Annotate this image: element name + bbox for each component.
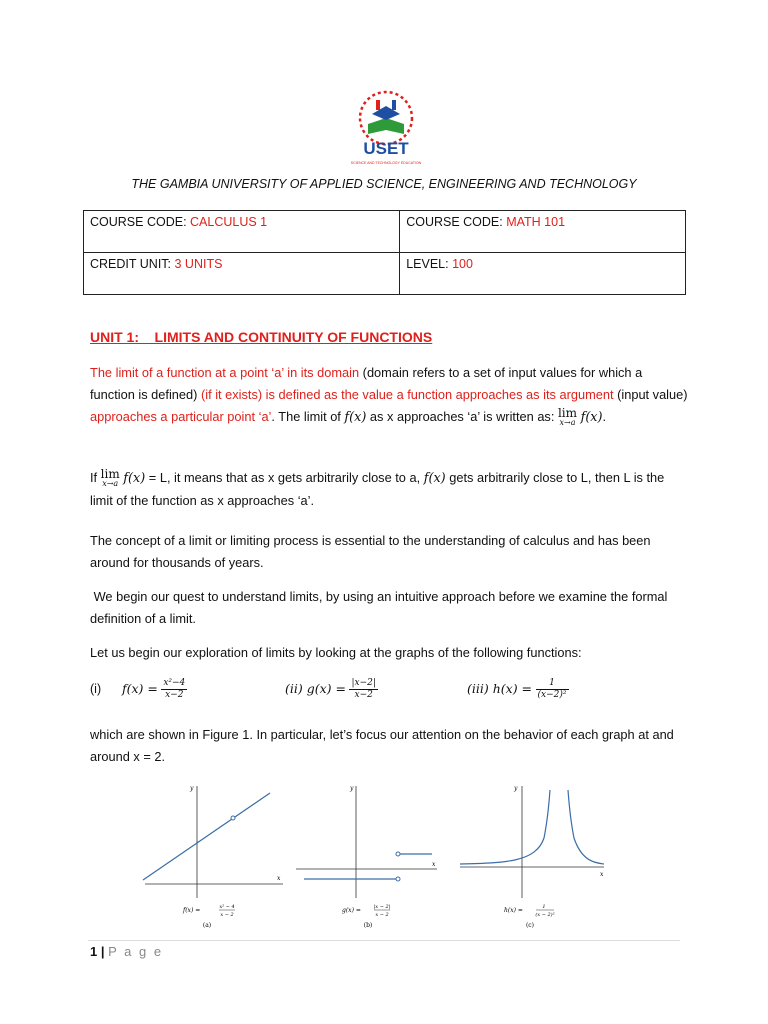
- svg-text:y: y: [514, 785, 518, 792]
- function-ii: (ii) g(x) = $\frac{|x-2|}{x-2}$: [285, 678, 376, 700]
- graph-a-hole: [231, 816, 235, 820]
- footer-divider: [88, 940, 680, 941]
- function-i: (i) f(x) = $\frac{\text{x²−4}}{x-2}$: [90, 678, 186, 700]
- graph-c: [456, 778, 608, 930]
- figure-reference-paragraph: which are shown in Figure 1. In particular, let’s focus our attention on the behavior of each graph at and around x = 2.: [90, 727, 674, 764]
- svg-text:x: x: [600, 871, 604, 878]
- svg-text:x − 2: x − 2: [220, 912, 234, 918]
- svg-text:x − 2: x − 2: [375, 912, 389, 918]
- credit-unit-cell: CREDIT UNIT: 3 UNITS: [84, 253, 400, 295]
- svg-text:x² − 4: x² − 4: [219, 904, 235, 910]
- graph-a: [135, 778, 285, 930]
- graph-b: [292, 778, 442, 930]
- course-code-cell: COURSE CODE: CALCULUS 1: [84, 211, 400, 253]
- exploration-paragraph: Let us begin our exploration of limits by looking at the graphs of the following functions:: [90, 645, 582, 660]
- graph-c-left-branch: [460, 790, 550, 864]
- page-footer: 1 | P a g e: [90, 944, 164, 959]
- uset-logo: [350, 88, 422, 170]
- svg-text:|x − 2|: |x − 2|: [373, 904, 391, 910]
- course-info-table: [83, 210, 686, 295]
- limit-definition-paragraph: The limit of a function at a point ‘a’ in its domain (domain refers to a set of input values for which a function is defined) (if it exists) is defined as the value a function approaches as its argument (input value) approaches a particular point ‘a’. The limit of f(x) as x approaches ‘a’ is written as: lim x→a f(x).: [90, 365, 688, 427]
- svg-text:(c): (c): [525, 922, 535, 929]
- svg-text:x: x: [277, 875, 281, 882]
- svg-text:y: y: [190, 785, 194, 792]
- svg-text:(a): (a): [202, 922, 212, 929]
- unit-title: UNIT 1: LIMITS AND CONTINUITY OF FUNCTIONS: [90, 329, 433, 345]
- svg-text:(b): (b): [363, 922, 373, 929]
- svg-text:USET: USET: [363, 139, 409, 158]
- quest-paragraph: We begin our quest to understand limits, by using an intuitive approach before we examine the formal definition of a limit.: [90, 589, 671, 626]
- svg-text:h(x) =: h(x) =: [504, 907, 523, 914]
- svg-text:x: x: [432, 861, 436, 868]
- svg-text:SCIENCE AND TECHNOLOGY EDUCATI: SCIENCE AND TECHNOLOGY EDUCATION: [350, 161, 422, 165]
- svg-text:y: y: [350, 785, 354, 792]
- function-iii: (iii) h(x) = $\frac{1}{\text{(x−2)²}}$: [467, 678, 567, 700]
- level-cell: LEVEL: 100: [400, 253, 686, 295]
- university-name: THE GAMBIA UNIVERSITY OF APPLIED SCIENCE, ENGINEERING AND TECHNOLOGY: [131, 177, 637, 191]
- limit-meaning-paragraph: If lim x→a f(x) = L, it means that as x gets arbitrarily close to a, f(x) gets arbitrarily close to L, then L is the limit of the function as x approaches ‘a’.: [90, 466, 665, 508]
- graph-a-line: [143, 793, 270, 880]
- concept-paragraph: The concept of a limit or limiting process is essential to the understanding of calculus and has been around for thousands of years.: [90, 533, 651, 570]
- graph-c-right-branch: [568, 790, 604, 864]
- svg-text:g(x) =: g(x) =: [342, 907, 361, 914]
- svg-text:(x − 2)²: (x − 2)²: [535, 912, 555, 918]
- svg-text:1: 1: [542, 904, 546, 910]
- course-code-cell-2: COURSE CODE: MATH 101: [400, 211, 686, 253]
- svg-text:f(x) =: f(x) =: [183, 907, 201, 914]
